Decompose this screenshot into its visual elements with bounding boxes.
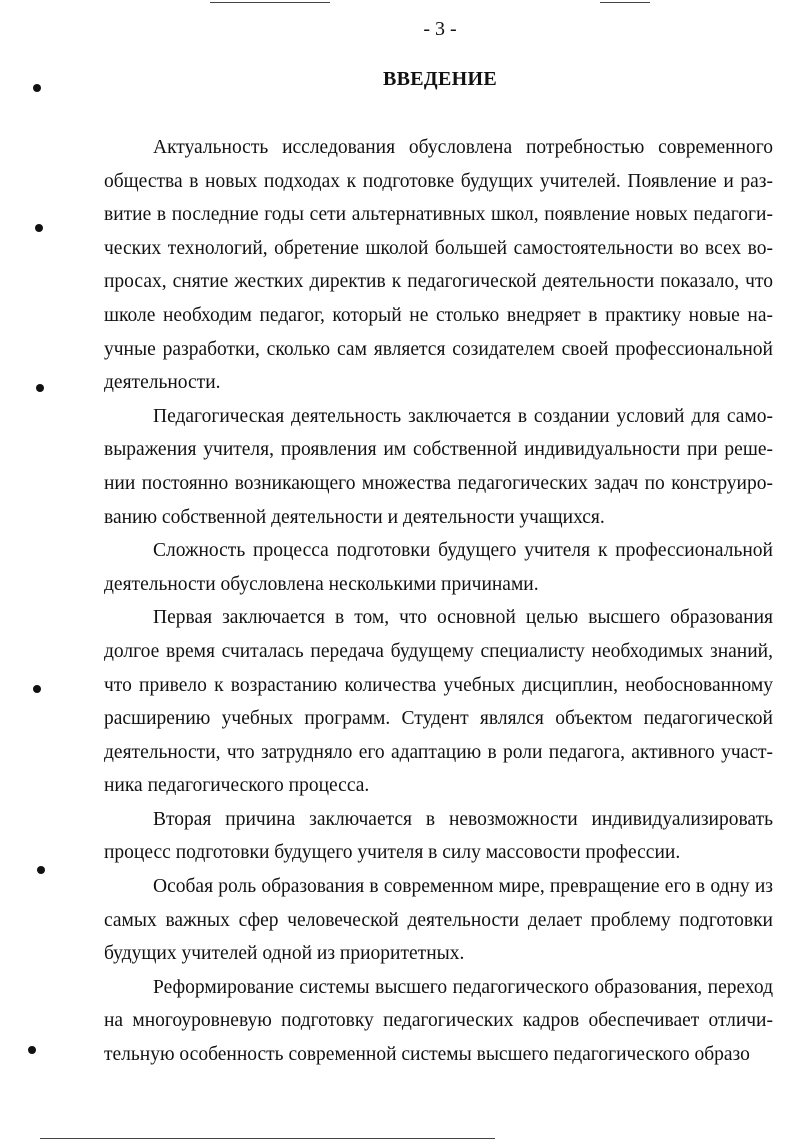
top-scan-rule-2 bbox=[600, 2, 650, 3]
margin-dot-6 bbox=[28, 1046, 36, 1054]
paragraph-4: Первая заключается в том, что основной целью высшего образования долгое время считалась передача будущему специалисту необходимых знаний, что привело к возрастанию количества учебных дисциплин, необоснованному расширению учебных программ. Студент являлся объектом педагогической деятельности, что затрудняло его адаптацию в роли педагога, активного участника педагогического процесса. bbox=[104, 607, 773, 797]
paragraph-2: Педагогическая деятельность заключается в создании условий для самовыражения учителя, проявления им собственной индивидуальности при решении постоянно возникающего множества педагогических задач по конструированию собственной деятельности и деятельности учащихся. bbox=[104, 405, 773, 528]
paragraph-6: Особая роль образования в современном мире, превращение его в одну из самых важных сфер человеческой деятельности делает проблему подготовки будущих учителей одной из приоритетных. bbox=[104, 876, 773, 965]
margin-dot-2 bbox=[35, 224, 43, 232]
bottom-scan-rule bbox=[40, 1138, 495, 1139]
top-scan-rule bbox=[210, 2, 330, 3]
body-text bbox=[104, 131, 773, 1072]
paragraph-5: Вторая причина заключается в невозможности индивидуализировать процесс подготовки будущего учителя в силу массовости профессии. bbox=[104, 808, 773, 864]
margin-dot-1 bbox=[33, 84, 41, 92]
margin-dot-3 bbox=[36, 384, 44, 392]
paragraph-1: Актуальность исследования обусловлена потребностью современного общества в новых подходах к подготовке будущих учителей. Появление и развитие в последние годы сети альтернативных школ, появление новых педагогических технологий, обретение школой большей самостоятельности во всех вопросах, снятие жестких директив к педагогической деятельности показало, что школе необходим педагог, который не столько внедряет в практику новые научные разработки, сколько сам является созидателем своей профессиональной деятельности. bbox=[104, 137, 773, 394]
paragraph-3: Сложность процесса подготовки будущего учителя к профессиональной деятельности обусловлена несколькими причинами. bbox=[104, 540, 773, 595]
margin-dot-4 bbox=[33, 685, 41, 693]
margin-dot-5 bbox=[37, 866, 45, 874]
paragraph-7: Реформирование системы высшего педагогического образования, переход на многоуровневую подготовку педагогических кадров обеспечивает отличительную особенность современной системы высшего педагогического образо bbox=[104, 976, 773, 1066]
page-number: - 3 - bbox=[423, 18, 457, 40]
section-title: ВВЕДЕНИЕ bbox=[383, 68, 497, 90]
